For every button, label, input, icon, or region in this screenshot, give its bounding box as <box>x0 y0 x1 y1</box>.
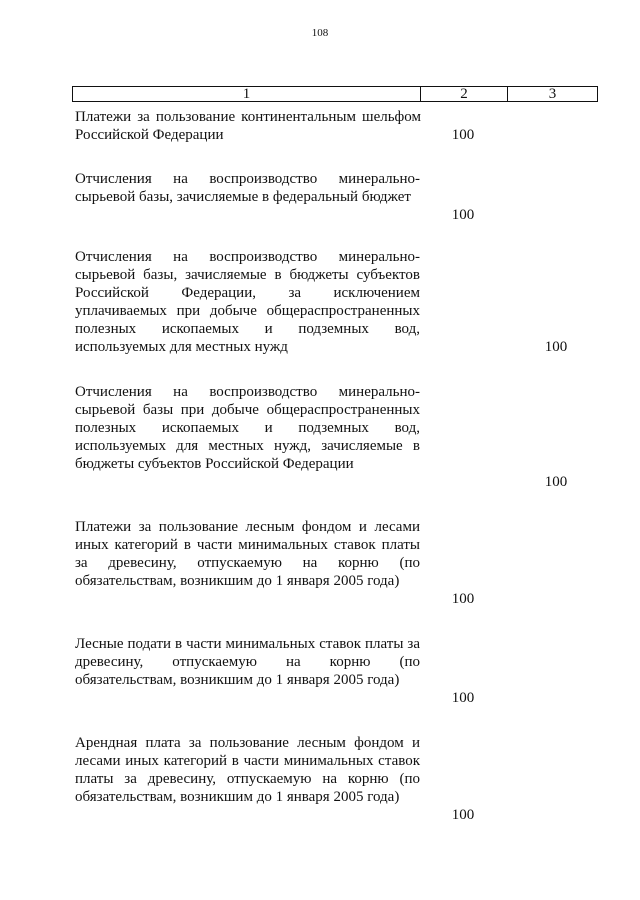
row-value-col-2: 100 <box>451 807 475 823</box>
header-col-1: 1 <box>73 87 421 101</box>
header-col-3: 3 <box>548 86 557 102</box>
row-description: Арендная плата за пользование лесным фондом и лесами иных категорий в части минимальных ставок платы за древесину, отпускаемую на корню (по обязательствам, возникшим до 1 января 2005 года) <box>75 735 420 805</box>
row-value-col-2: 100 <box>451 127 475 143</box>
row-description: Платежи за пользование лесным фондом и лесами иных категорий в части минимальных ставок платы за древесину, отпускаемую на корню (по обязательствам, возникшим до 1 января 2005 года) <box>75 519 420 589</box>
row-description: Лесные подати в части минимальных ставок платы за древесину, отпускаемую на корню (по обязательствам, возникшим до 1 января 2005 года) <box>75 636 420 688</box>
row-description: Платежи за пользование континентальным шельфом Российской Федерации <box>75 109 421 143</box>
row-value-col-3: 100 <box>544 474 568 490</box>
row-value-col-2: 100 <box>451 207 475 223</box>
header-col-2: 2 <box>421 87 508 101</box>
row-value-col-2: 100 <box>451 690 475 706</box>
row-value-col-3: 100 <box>544 339 568 355</box>
row-description: Отчисления на воспроизводство минерально-сырьевой базы, зачисляемые в федеральный бюджет <box>75 171 420 205</box>
row-description: Отчисления на воспроизводство минерально-сырьевой базы, зачисляемые в бюджеты субъектов Российской Федерации, за исключением уплачиваемых при добыче общераспространенных полезных ископаемых и подземных вод, используемых для местных нужд <box>75 249 420 355</box>
row-description: Отчисления на воспроизводство минерально-сырьевой базы при добыче общераспространенных полезных ископаемых и подземных вод, используемых для местных нужд, зачисляемые в бюджеты субъектов Российской Федерации <box>75 384 420 472</box>
row-value-col-2: 100 <box>451 591 475 607</box>
table-header-row <box>72 86 598 102</box>
page-number: 108 <box>311 27 329 39</box>
